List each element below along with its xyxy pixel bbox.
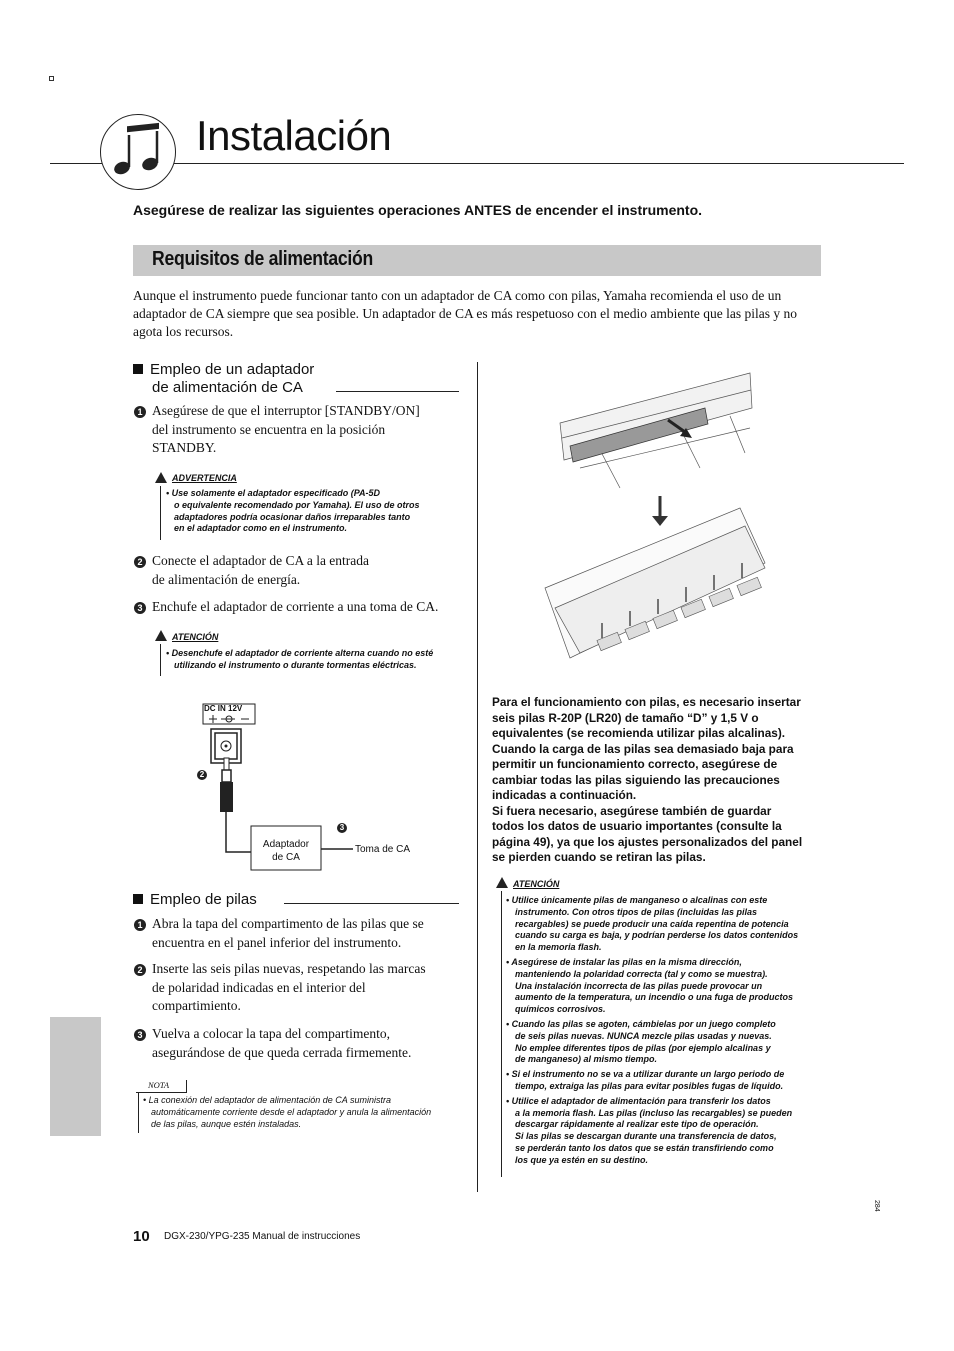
music-note-icon <box>100 114 176 190</box>
info-line: se pierden cuando se retiran las pilas. <box>492 850 706 864</box>
section-title: Requisitos de alimentación <box>152 248 374 270</box>
warning-text <box>166 488 466 535</box>
caution-line: cuando su carga es baja, y podrían perderse los datos contenidos <box>515 930 799 941</box>
caution-line: de manganeso) al mismo tiempo. <box>515 1054 658 1065</box>
info-line: Cuando la carga de las pilas sea demasiado baja para <box>492 741 794 756</box>
right-caution-text <box>506 895 836 1167</box>
warning-triangle-icon <box>155 472 167 483</box>
caution-line: a la memoria flash. Las pilas (incluso las recargables) se pueden <box>515 1107 793 1118</box>
info-line: cambiar todas las pilas siguiendo las precauciones <box>492 772 780 787</box>
title-rule <box>50 163 904 164</box>
note-label: NOTA <box>148 1080 170 1090</box>
caution-line: • Utilice el adaptador de alimentación para transferir los datos <box>506 1095 771 1106</box>
step-number: 3 <box>134 602 146 614</box>
heading-rule <box>336 391 459 392</box>
note-line: • La conexión del adaptador de alimentación de CA suministra <box>143 1095 391 1105</box>
right-caution-bar <box>501 891 502 1177</box>
step-number: 2 <box>134 556 146 568</box>
adapter-box-label <box>251 838 321 864</box>
caution-line: recargables) se puede producir una caída repentina de potencia <box>515 918 789 929</box>
square-bullet-icon <box>133 894 143 904</box>
info-line: equivalentes (se recomienda utilizar pilas alcalinas). <box>492 726 786 740</box>
caution-text <box>166 648 466 672</box>
note-text <box>143 1095 473 1130</box>
info-line: seis pilas R-20P (LR20) de tamaño “D” y 1,5 V o <box>492 710 759 725</box>
outlet-label: Toma de CA <box>355 844 411 855</box>
warning-bar <box>160 486 161 540</box>
warning-line: o equivalente recomendado por Yamaha). El uso de otros <box>174 499 420 510</box>
caution-line: manteniendo la polaridad correcta (tal y como se muestra). <box>515 968 768 979</box>
warning-label: ADVERTENCIA <box>172 473 237 483</box>
step-text: Enchufe el adaptador de corriente a una toma de CA. <box>152 599 439 614</box>
caution-line: • Desenchufe el adaptador de corriente alterna cuando no esté <box>166 648 434 658</box>
note-line: de las pilas, aunque estén instaladas. <box>151 1118 302 1129</box>
step-text: de alimentación de energía. <box>152 571 301 587</box>
caution-triangle-icon <box>496 877 508 888</box>
info-line: Para el funcionamiento con pilas, es necesario insertar <box>492 695 801 709</box>
battery-info-text <box>492 695 827 866</box>
adapter-step-1 <box>152 402 420 458</box>
warning-line: en el adaptador como en el instrumento. <box>174 523 348 534</box>
heading-rule <box>284 903 459 904</box>
caution-line: instrumento. Con otros tipos de pilas (incluidas las pilas <box>515 906 758 917</box>
note-line: automáticamente corriente desde el adaptador y anula la alimentación <box>151 1106 432 1117</box>
adapter-label-line: de CA <box>272 852 300 863</box>
caution-triangle-icon <box>155 630 167 641</box>
info-line: permitir un funcionamiento correcto, asegúrese de <box>492 757 778 771</box>
step-text: compartimiento. <box>152 998 241 1013</box>
step-text: Vuelva a colocar la tapa del compartimento, <box>152 1026 390 1041</box>
adapter-heading <box>133 361 314 397</box>
jack-label: DC IN 12V <box>204 704 243 713</box>
caution-line: de seis pilas nuevas. NUNCA mezcle pilas usadas y nuevas. <box>515 1030 772 1041</box>
step-number: 3 <box>134 1029 146 1041</box>
step-text: asegurándose de que queda cerrada firmemente. <box>152 1044 412 1060</box>
battery-compartment-illustration <box>540 368 790 673</box>
diagram-marker-3: 3 <box>337 823 347 833</box>
caution-line: • Si el instrumento no se va a utilizar durante un largo periodo de <box>506 1069 785 1080</box>
caution-line: químicos corrosivos. <box>515 1004 606 1015</box>
step-text: Conecte el adaptador de CA a la entrada <box>152 553 370 568</box>
step-text: STANDBY. <box>152 440 217 455</box>
step-text: encuentra en el panel inferior del instrumento. <box>152 934 402 950</box>
caution-line: Una instalación incorrecta de las pilas puede provocar un <box>515 980 763 991</box>
warning-line: adaptadores podría ocasionar daños irreparables tanto <box>174 511 411 522</box>
caution-line: Si las pilas se descargan durante una transferencia de datos, <box>515 1131 777 1142</box>
adapter-step-2 <box>152 552 369 589</box>
column-divider <box>477 362 478 1192</box>
caution-line: en la memoria flash. <box>515 942 602 953</box>
step-text: Asegúrese de que el interruptor [STANDBY/ON] <box>152 403 420 418</box>
adapter-diagram <box>195 700 455 880</box>
step-text: del instrumento se encuentra en la posición <box>152 421 386 437</box>
caution-line: descargar rápidamente al realizar este tipo de operación. <box>515 1119 759 1130</box>
right-caution-label: ATENCIÓN <box>513 879 560 889</box>
caution-line: aumento de la temperatura, un incendio o una fuga de productos <box>515 992 794 1003</box>
note-bar <box>138 1093 139 1133</box>
warning-line: • Use solamente el adaptador especificado (PA-5D <box>166 488 381 498</box>
caution-line: tiempo, extraiga las pilas para evitar posibles fugas de líquido. <box>515 1080 784 1091</box>
caution-line: No emplee diferentes tipos de pilas (por ejemplo alcalinas y <box>515 1042 771 1053</box>
adapter-step-3 <box>152 598 438 617</box>
info-line: todos los datos de usuario importantes (consulte la <box>492 819 782 833</box>
section-intro: Aunque el instrumento puede funcionar tanto con un adaptador de CA como con pilas, Yamaha recomienda el uso de un adaptador de CA siempre que sea posible. Un adaptador de CA es más respetuoso con el medio ambiente que las pilas y no agota los recursos. <box>133 288 797 340</box>
lead-text: Asegúrese de realizar las siguientes operaciones ANTES de encender el instrumento. <box>133 202 703 218</box>
info-line: indicadas a continuación. <box>492 788 637 802</box>
corner-mark <box>49 76 54 81</box>
adapter-heading-line2: de alimentación de CA <box>152 379 303 396</box>
batteries-step-2 <box>152 960 426 1016</box>
diagram-marker-2: 2 <box>197 770 207 780</box>
step-text: de polaridad indicadas en el interior del <box>152 979 366 995</box>
caution-line: utilizando el instrumento o durante tormentas eléctricas. <box>174 659 417 670</box>
adapter-label-line: Adaptador <box>262 839 310 850</box>
caution-line: • Cuando las pilas se agoten, cámbielas por un juego completo <box>506 1018 776 1029</box>
step-text: Abra la tapa del compartimento de las pilas que se <box>152 916 424 931</box>
page-title: Instalación <box>196 112 392 159</box>
square-bullet-icon <box>133 364 143 374</box>
caution-line: se perderán tanto los datos que se están transfiriendo como <box>515 1142 774 1153</box>
step-number: 1 <box>134 919 146 931</box>
side-code: 284 <box>873 1200 880 1212</box>
batteries-heading <box>133 891 257 909</box>
adapter-heading-line1: Empleo de un adaptador <box>150 361 315 378</box>
caution-line: los que ya estén en su destino. <box>515 1154 649 1165</box>
manual-title: DGX-230/YPG-235 Manual de instrucciones <box>164 1231 361 1242</box>
batteries-heading-text: Empleo de pilas <box>150 891 257 908</box>
step-number: 1 <box>134 406 146 418</box>
step-number: 2 <box>134 964 146 976</box>
caution-bar <box>160 644 161 676</box>
info-line: Si fuera necesario, asegúrese también de guardar <box>492 803 772 818</box>
caution-line: • Asegúrese de instalar las pilas en la misma dirección, <box>506 956 742 967</box>
chapter-tab <box>50 1017 101 1136</box>
caution-label: ATENCIÓN <box>172 632 219 642</box>
page-number: 10 <box>133 1228 150 1245</box>
step-text: Inserte las seis pilas nuevas, respetando las marcas <box>152 961 426 976</box>
info-line: página 49), ya que los ajustes personalizados del panel <box>492 834 803 849</box>
caution-line: • Utilice únicamente pilas de manganeso o alcalinas con este <box>506 895 768 905</box>
batteries-step-3 <box>152 1025 411 1062</box>
batteries-step-1 <box>152 915 424 952</box>
